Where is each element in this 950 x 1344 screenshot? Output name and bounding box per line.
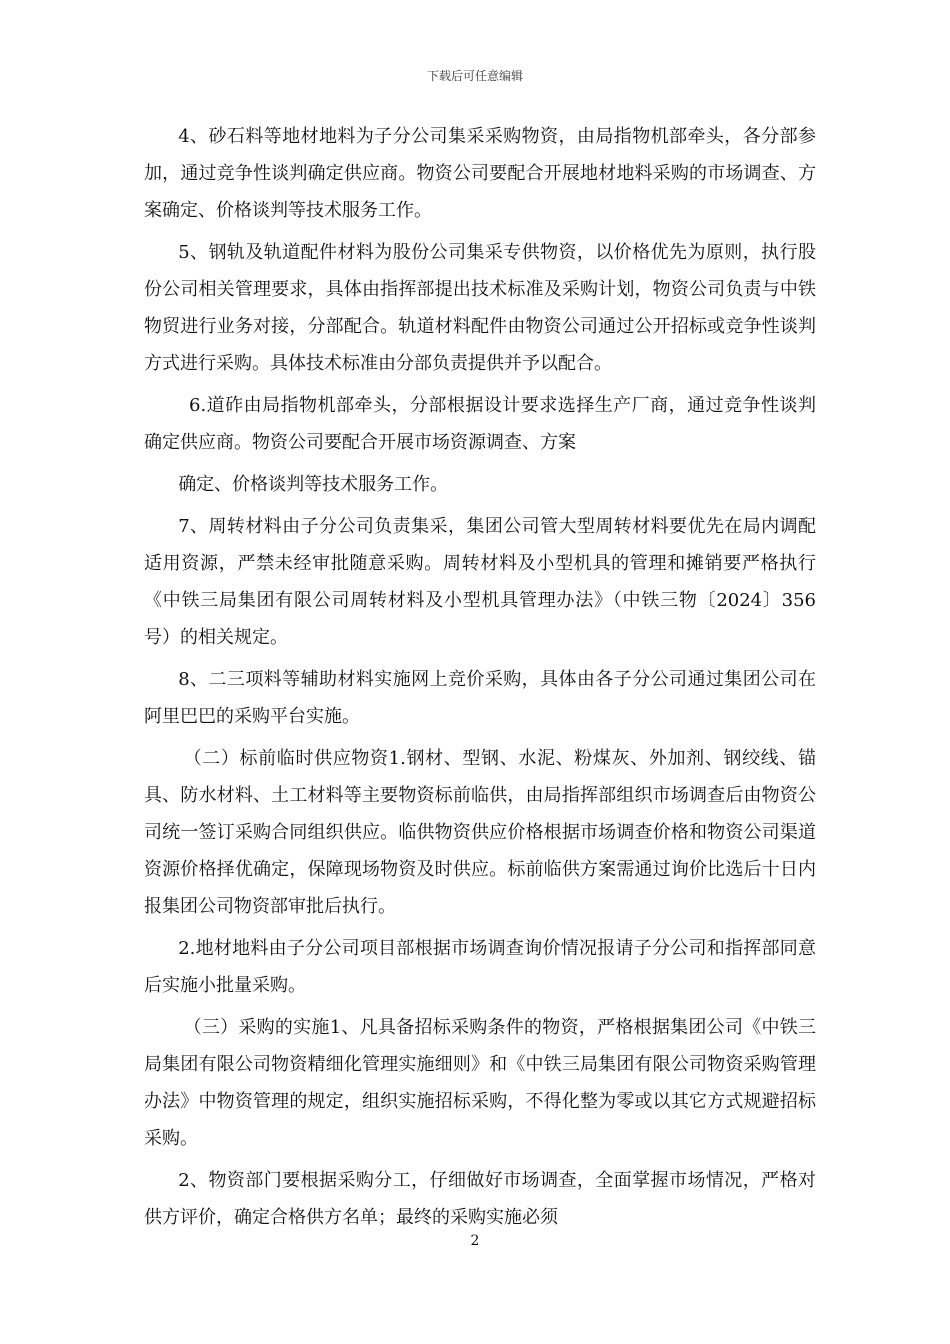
paragraph-section-2: （二）标前临时供应物资1.钢材、型钢、水泥、粉煤灰、外加剂、钢绞线、锚具、防水材料、土工材料等主要物资标前临供，由局指挥部组织市场调查后由物资公司统一签订采购合同组织供应。临供物资供应价格根据市场调查价格和物资公司渠道资源价格择优确定，保障现场物资及时供应。标前临供方案需通过询价比选后十日内报集团公司物资部审批后执行。 (144, 748, 816, 917)
page-header: 下载后可任意编辑 (426, 69, 523, 83)
paragraph-item-6-continued: 确定、价格谈判等技术服务工作。 (178, 474, 449, 495)
paragraph-item-7: 7、周转材料由子分公司负责集采，集团公司管大型周转材料要优先在局内调配适用资源，严禁未经审批随意采购。周转材料及小型机具的管理和摊销要严格执行《中铁三局集团有限公司周转材料及小型机具管理办法》（中铁三物〔2024〕356号）的相关规定。 (144, 516, 816, 648)
page-number: 2 (470, 1233, 480, 1249)
paragraph-section-3-item-2: 2、物资部门要根据采购分工，仔细做好市场调查，全面掌握市场情况，严格对供方评价，确定合格供方名单；最终的采购实施必须 (144, 1170, 816, 1228)
paragraph-item-4: 4、砂石料等地材地料为子分公司集采采购物资，由局指物机部牵头，各分部参加，通过竞争性谈判确定供应商。物资公司要配合开展地材地料采购的市场调查、方案确定、价格谈判等技术服务工作。 (144, 126, 816, 221)
paragraph-item-8: 8、二三项料等辅助材料实施网上竞价采购，具体由各子分公司通过集团公司在阿里巴巴的采购平台实施。 (144, 669, 816, 727)
paragraph-section-2-item-2: 2.地材地料由子分公司项目部根据市场调查询价情况报请子分公司和指挥部同意后实施小批量采购。 (144, 938, 816, 996)
paragraph-section-3: （三）采购的实施1、凡具备招标采购条件的物资，严格根据集团公司《中铁三局集团有限公司物资精细化管理实施细则》和《中铁三局集团有限公司物资采购管理办法》中物资管理的规定，组织实施招标采购，不得化整为零或以其它方式规避招标采购。 (144, 1017, 816, 1149)
document-body (144, 118, 816, 1241)
paragraph-item-6: 6.道砟由局指物机部牵头，分部根据设计要求选择生产厂商，通过竞争性谈判确定供应商。物资公司要配合开展市场资源调查、方案 (144, 395, 816, 453)
paragraph-item-5: 5、钢轨及轨道配件材料为股份公司集采专供物资，以价格优先为原则，执行股份公司相关管理要求，具体由指挥部提出技术标准及采购计划，物资公司负责与中铁物贸进行业务对接，分部配合。轨道材料配件由物资公司通过公开招标或竞争性谈判方式进行采购。具体技术标准由分部负责提供并予以配合。 (144, 242, 816, 374)
